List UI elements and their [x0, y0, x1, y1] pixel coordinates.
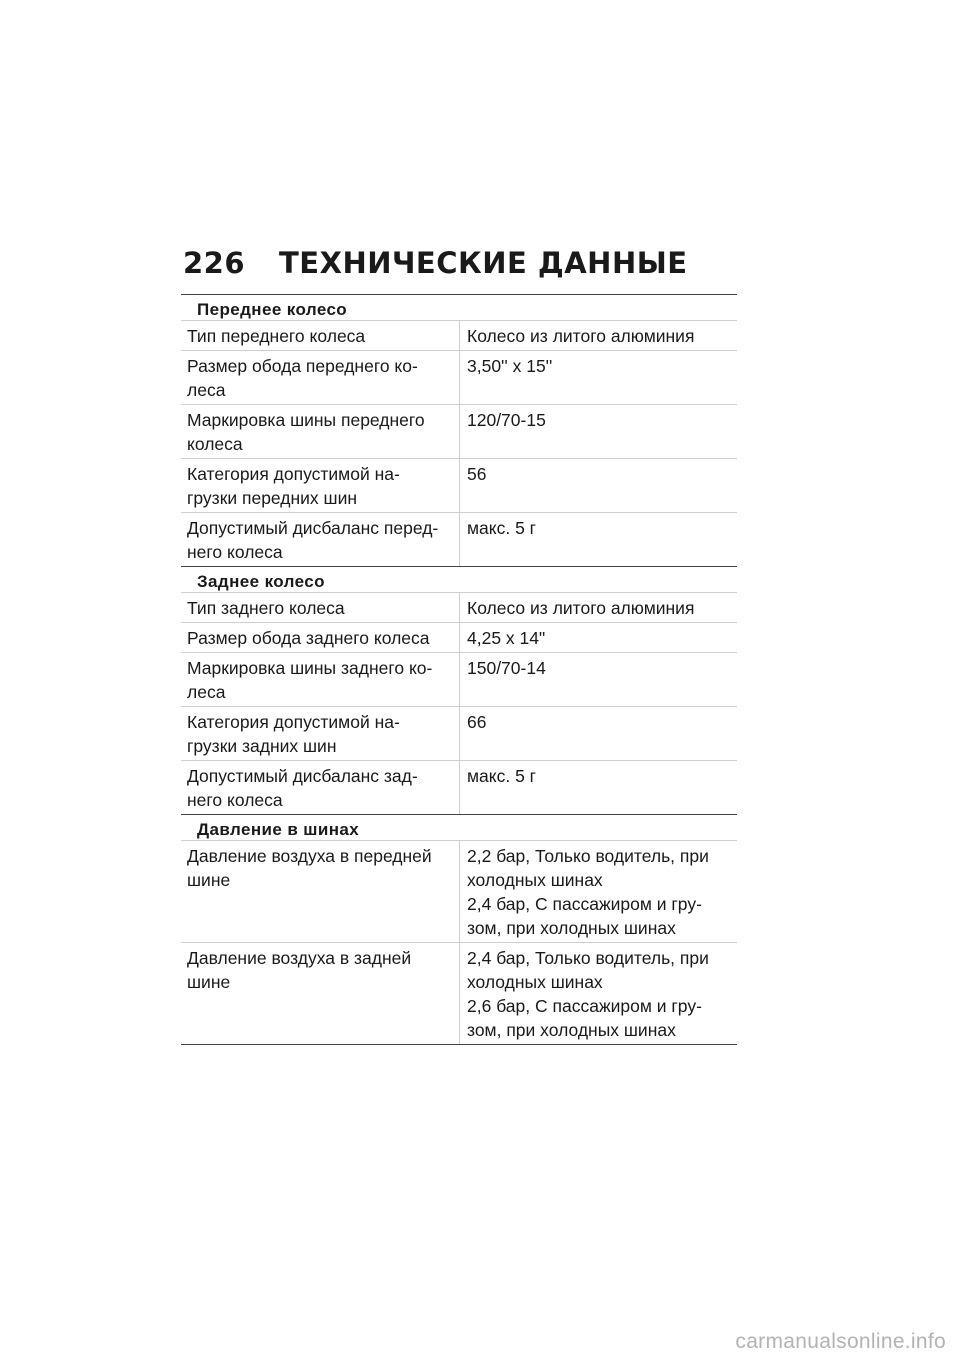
- spec-label: [181, 841, 459, 942]
- spec-value: [459, 707, 737, 760]
- section-heading: Переднее колесо: [181, 294, 737, 320]
- spec-label-line: шине: [187, 972, 231, 992]
- spec-value-line: Колесо из литого алюминия: [467, 598, 695, 618]
- spec-value-line: 4,25 x 14": [467, 628, 546, 648]
- spec-value-line: Колесо из литого алюминия: [467, 326, 695, 346]
- spec-label-line: леса: [187, 380, 226, 400]
- page-heading: [183, 240, 688, 280]
- spec-value: [459, 943, 737, 1044]
- spec-label: [181, 653, 459, 706]
- spec-value: [459, 841, 737, 942]
- table-row: [181, 622, 737, 652]
- table-bottom-rule: [181, 1044, 737, 1045]
- spec-label-line: грузки задних шин: [187, 736, 337, 756]
- spec-value-line: 2,4 бар, Только водитель, при: [467, 948, 709, 968]
- spec-value: [459, 653, 737, 706]
- page-title: ТЕХНИЧЕСКИЕ ДАННЫЕ: [279, 246, 688, 280]
- table-row: [181, 706, 737, 760]
- spec-value-line: макс. 5 г: [467, 766, 537, 786]
- section-heading: Заднее колесо: [181, 566, 737, 592]
- spec-label-line: Маркировка шины переднего: [187, 410, 425, 430]
- spec-value: [459, 459, 737, 512]
- spec-label: [181, 459, 459, 512]
- spec-value: [459, 513, 737, 566]
- spec-value-line: 150/70-14: [467, 658, 546, 678]
- spec-label: [181, 321, 459, 350]
- spec-value: [459, 351, 737, 404]
- table-row: [181, 592, 737, 622]
- spec-label-line: Маркировка шины заднего ко-: [187, 658, 433, 678]
- spec-label: [181, 623, 459, 652]
- table-row: [181, 458, 737, 512]
- table-row: [181, 840, 737, 942]
- spec-value: [459, 623, 737, 652]
- spec-label-line: грузки передних шин: [187, 488, 358, 508]
- spec-value-line: макс. 5 г: [467, 518, 537, 538]
- spec-label-line: Размер обода заднего колеса: [187, 628, 430, 648]
- spec-label: [181, 707, 459, 760]
- spec-value-line: 56: [467, 464, 487, 484]
- spec-label-line: Тип заднего колеса: [187, 598, 345, 618]
- spec-value-line: 3,50'' x 15'': [467, 356, 553, 376]
- spec-value: [459, 321, 737, 350]
- spec-value: [459, 593, 737, 622]
- table-row: [181, 320, 737, 350]
- spec-value-line: 120/70-15: [467, 410, 546, 430]
- spec-label-line: Допустимый дисбаланс зад-: [187, 766, 418, 786]
- spec-label-line: Допустимый дисбаланс перед-: [187, 518, 439, 538]
- spec-table: [181, 294, 737, 1045]
- page-number: 226: [183, 246, 246, 280]
- spec-label-line: него колеса: [187, 542, 283, 562]
- spec-label-line: Размер обода переднего ко-: [187, 356, 418, 376]
- spec-label-line: шине: [187, 870, 231, 890]
- spec-value-line: 2,2 бар, Только водитель, при: [467, 846, 709, 866]
- spec-label-line: Давление воздуха в задней: [187, 948, 412, 968]
- spec-label-line: него колеса: [187, 790, 283, 810]
- table-row: [181, 350, 737, 404]
- spec-label: [181, 351, 459, 404]
- spec-label: [181, 593, 459, 622]
- spec-value: [459, 405, 737, 458]
- spec-value-line: зом, при холодных шинах: [467, 1020, 676, 1040]
- spec-label-line: Тип переднего колеса: [187, 326, 366, 346]
- watermark: carmanualsonline.info: [735, 1330, 946, 1353]
- table-row: [181, 512, 737, 566]
- table-row: [181, 760, 737, 814]
- spec-value-line: зом, при холодных шинах: [467, 918, 676, 938]
- spec-label: [181, 943, 459, 1044]
- spec-value-line: 66: [467, 712, 487, 732]
- spec-label-line: колеса: [187, 434, 243, 454]
- spec-label-line: Давление воздуха в передней: [187, 846, 432, 866]
- spec-label: [181, 405, 459, 458]
- spec-label-line: Категория допустимой на-: [187, 464, 400, 484]
- spec-value-line: холодных шинах: [467, 870, 603, 890]
- spec-value-line: холодных шинах: [467, 972, 603, 992]
- spec-label-line: Категория допустимой на-: [187, 712, 400, 732]
- spec-label-line: леса: [187, 682, 226, 702]
- spec-value-line: 2,6 бар, С пассажиром и гру-: [467, 996, 702, 1016]
- spec-label: [181, 513, 459, 566]
- section-heading: Давление в шинах: [181, 814, 737, 840]
- table-row: [181, 652, 737, 706]
- table-row: [181, 942, 737, 1044]
- spec-label: [181, 761, 459, 814]
- table-row: [181, 404, 737, 458]
- spec-value-line: 2,4 бар, С пассажиром и гру-: [467, 894, 702, 914]
- spec-value: [459, 761, 737, 814]
